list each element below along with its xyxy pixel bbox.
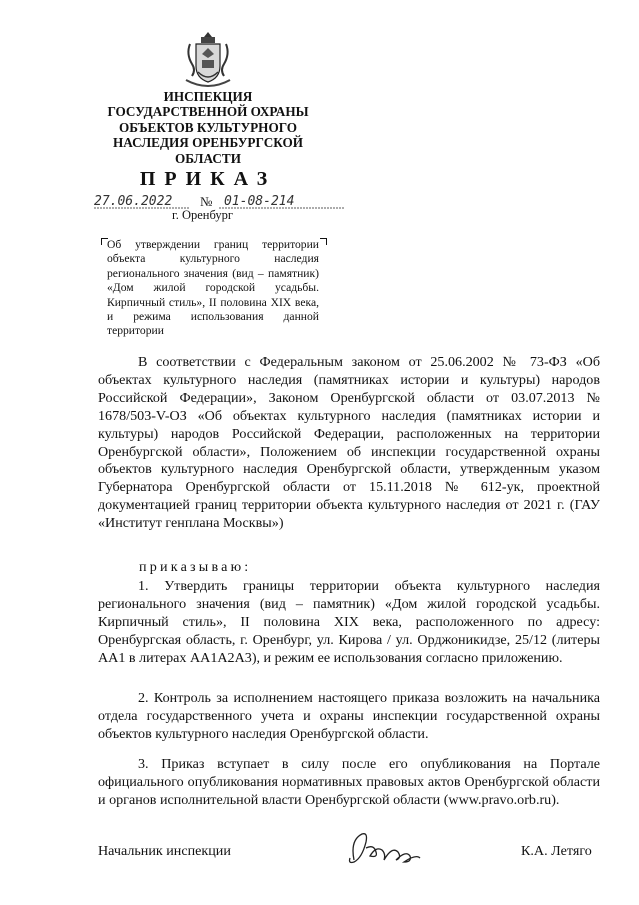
order-item-text: 3. Приказ вступает в силу после его опубликования на Портале официального опубликования нормативных правовых актов Оренбургской области и органов исполнительной власти Оренбургской области (www.pravo.orb.ru). — [98, 756, 600, 808]
order-item-text: 1. Утвердить границы территории объекта культурного наследия регионального значения (вид – памятник) «Дом жилой городской усадьбы. Кирпичный стиль», II половина XIX века, расположенного по адресу: Оренбургская область, г. Оренбург, ул. Кирова / ул. Орджоникидзе, 25/12 (литеры АА1 в литерах АА1А2А3), и режим ее использования согласно приложению. — [98, 578, 600, 666]
org-line: НАСЛЕДИЯ ОРЕНБУРГСКОЙ — [113, 135, 303, 151]
organization-name — [88, 89, 328, 166]
order-item-1 — [98, 578, 600, 668]
signatory-name: К.А. Летяго — [521, 843, 592, 859]
order-word: приказываю: — [139, 559, 252, 575]
city: г. Оренбург — [172, 208, 233, 222]
org-line: ГОСУДАРСТВЕННОЙ ОХРАНЫ — [107, 104, 309, 120]
preamble-text: В соответствии с Федеральным законом от 25.06.2002 № 73-ФЗ «Об объектах культурного наследия (памятниках истории и культуры) народов Российской Федерации», Законом Оренбургской области от 03.07.2013 № 1678/503-V-ОЗ «Об объектах культурного наследия (памятниках истории и культуры) народов Российской Федерации, расположенных на территории Оренбургской области», Положением об инспекции государственной охраны объектов культурного наследия Оренбургской области, утвержденным указом Губернатора Оренбургской области от 15.11.2018 № 612-ук, проектной документацией границ территории объекта культурного наследия от 2021 г. (ГАУ «Институт генплана Москвы») — [98, 354, 600, 532]
order-subject: Об утверждении границ территории объекта культурного наследия регионального значения (вид – памятник) «Дом жилой городской усадьбы. Кирпичный стиль», II половина XIX века, и режима использования данной территории — [107, 238, 319, 338]
order-item-2 — [98, 690, 600, 744]
org-line: ИНСПЕКЦИЯ — [163, 89, 253, 104]
number-sign: № — [200, 194, 213, 209]
order-number: 01-08-214 — [224, 194, 295, 209]
order-item-3 — [98, 756, 600, 810]
coat-of-arms-emblem — [184, 30, 232, 88]
preamble-paragraph — [98, 354, 600, 533]
document-type-title: ПРИКАЗ — [139, 168, 277, 190]
handwritten-signature — [340, 822, 440, 872]
subject-bracket-right — [320, 238, 327, 245]
signatory-position: Начальник инспекции — [98, 843, 231, 859]
org-line: ОБЛАСТИ — [175, 150, 241, 166]
order-date: 27.06.2022 — [94, 194, 173, 209]
org-line: ОБЪЕКТОВ КУЛЬТУРНОГО — [118, 119, 298, 135]
order-item-text: 2. Контроль за исполнением настоящего приказа возложить на начальника отдела государственного учета и охраны инспекции государственной охраны объектов культурного наследия Оренбургской области. — [98, 690, 600, 742]
